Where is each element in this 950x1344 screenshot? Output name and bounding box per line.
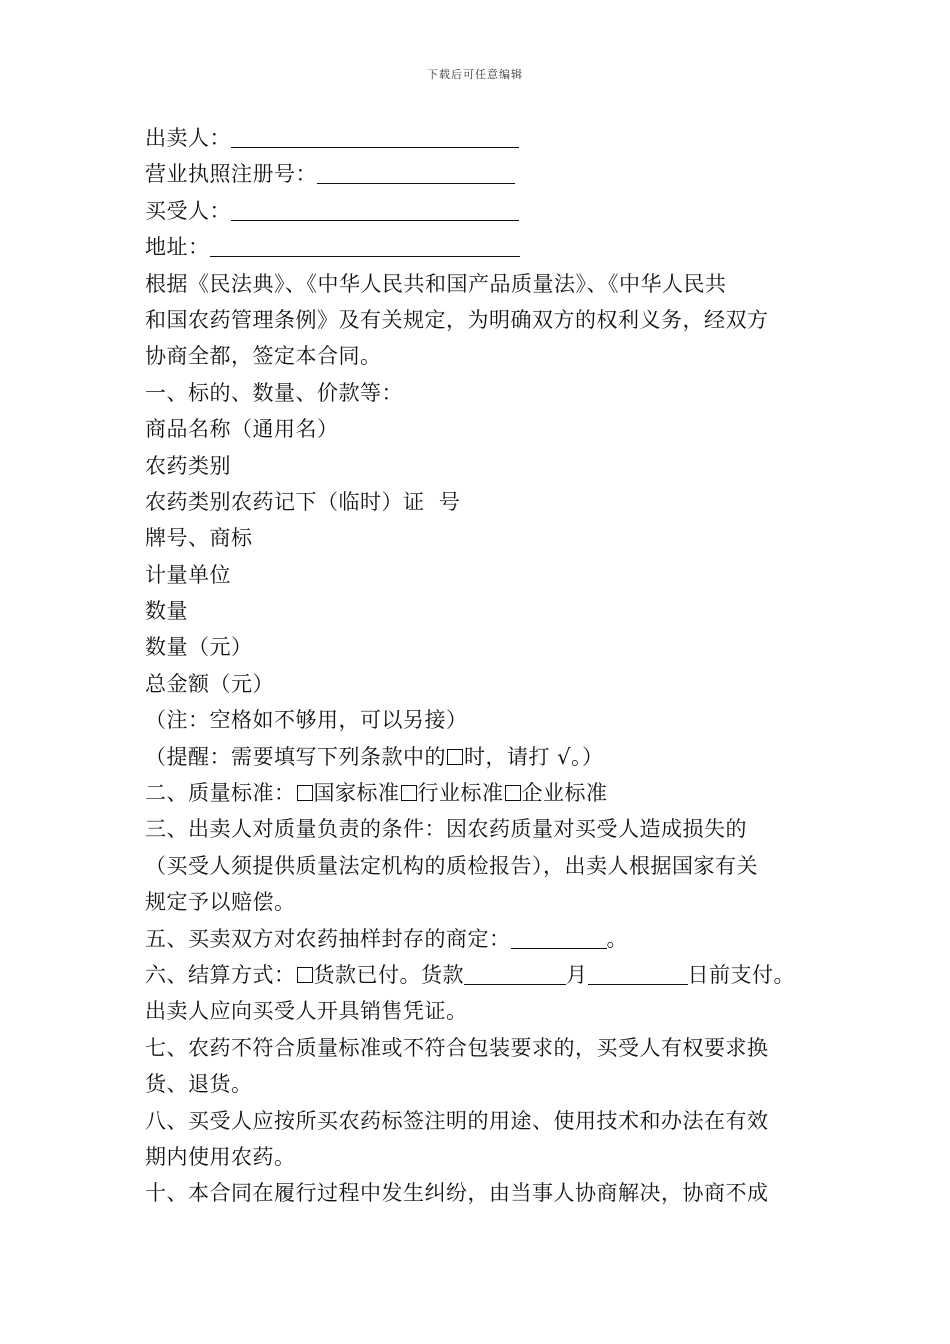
section5-prefix: 五、买卖双方对农药抽样封存的商定：	[145, 926, 511, 951]
section6-month: 月	[566, 962, 588, 987]
license-blank	[317, 161, 515, 184]
buyer-blank	[231, 198, 519, 221]
preamble-line-2: 和国农药管理条例》及有关规定，为明确双方的权利义务，经双方	[145, 307, 769, 332]
day-blank	[588, 962, 688, 985]
section5-sampling	[145, 921, 825, 957]
reminder-prefix: （提醒：需要填写下列条款中的	[145, 744, 446, 769]
page-header-note: 下载后可任意编辑	[427, 68, 523, 81]
item-unit-price: 数量（元）	[145, 635, 253, 660]
industry-standard-checkbox[interactable]	[401, 785, 417, 801]
address-blank	[210, 234, 520, 257]
item-unit: 计量单位	[145, 562, 231, 587]
payment-paid-checkbox[interactable]	[297, 967, 313, 983]
section6-paid-text: 货款已付。货款	[313, 962, 464, 987]
section6-day-suffix: 日前支付。	[687, 962, 795, 987]
item-pesticide-type: 农药类别	[145, 453, 231, 478]
industry-standard-label: 行业标准	[417, 781, 504, 806]
section3-line-1: 三、出卖人对质量负责的条件：因农药质量对买受人造成损失的	[145, 817, 747, 842]
license-label: 营业执照注册号：	[145, 162, 317, 187]
section7-line-2: 货、退货。	[145, 1072, 253, 1097]
sampling-blank	[511, 926, 607, 949]
section8-line-1: 八、买受人应按所买农药标签注明的用途、使用技术和办法在有效	[145, 1108, 769, 1133]
section10-line-1: 十、本合同在履行过程中发生纠纷，由当事人协商解决，协商不成	[145, 1181, 769, 1206]
section6-prefix: 六、结算方式：	[145, 962, 296, 987]
section1-title: 一、标的、数量、价款等：	[145, 380, 403, 405]
section2-label: 二、质量标准：	[145, 781, 296, 806]
reminder-suffix: 时，请打 √。）	[464, 744, 604, 769]
preamble-line-1: 根据《民法典》、《中华人民共和国产品质量法》、《中华人民共	[145, 271, 727, 296]
enterprise-standard-label: 企业标准	[521, 781, 608, 806]
section5-suffix: 。	[606, 926, 628, 951]
buyer-label: 买受人：	[145, 198, 231, 223]
section3-line-2: （买受人须提供质量法定机构的质检报告），出卖人根据国家有关	[145, 853, 758, 878]
item-quantity: 数量	[145, 599, 188, 624]
buyer-line	[145, 193, 825, 229]
section7-line-1: 七、农药不符合质量标准或不符合包装要求的，买受人有权要求换	[145, 1035, 769, 1060]
national-standard-checkbox[interactable]	[297, 785, 313, 801]
preamble-line-3: 协商全都，签定本合同。	[145, 344, 382, 369]
license-line	[145, 156, 825, 192]
item-brand: 牌号、商标	[145, 526, 253, 551]
address-label: 地址：	[145, 235, 210, 260]
national-standard-label: 国家标准	[313, 781, 400, 806]
seller-label: 出卖人：	[145, 126, 231, 150]
section1-reminder	[145, 739, 825, 775]
item-product-name: 商品名称（通用名）	[145, 417, 339, 442]
section6-line-2: 出卖人应向买受人开具销售凭证。	[145, 999, 468, 1024]
section1-note: （注：空格如不够用，可以另接）	[145, 708, 468, 733]
seller-blank	[231, 125, 519, 148]
checkbox-icon	[447, 749, 463, 765]
section3-line-3: 规定予以赔偿。	[145, 890, 296, 915]
section8-line-2: 期内使用农药。	[145, 1144, 296, 1169]
section6-settlement	[145, 957, 825, 993]
item-total-amount: 总金额（元）	[145, 671, 274, 696]
address-line	[145, 229, 825, 265]
item-registration-cert: 农药类别农药记下（临时）证 号	[145, 489, 461, 514]
contract-body	[145, 120, 825, 1212]
section2-quality-standard	[145, 775, 825, 811]
seller-line	[145, 120, 825, 156]
month-blank	[464, 962, 566, 985]
enterprise-standard-checkbox[interactable]	[505, 785, 521, 801]
